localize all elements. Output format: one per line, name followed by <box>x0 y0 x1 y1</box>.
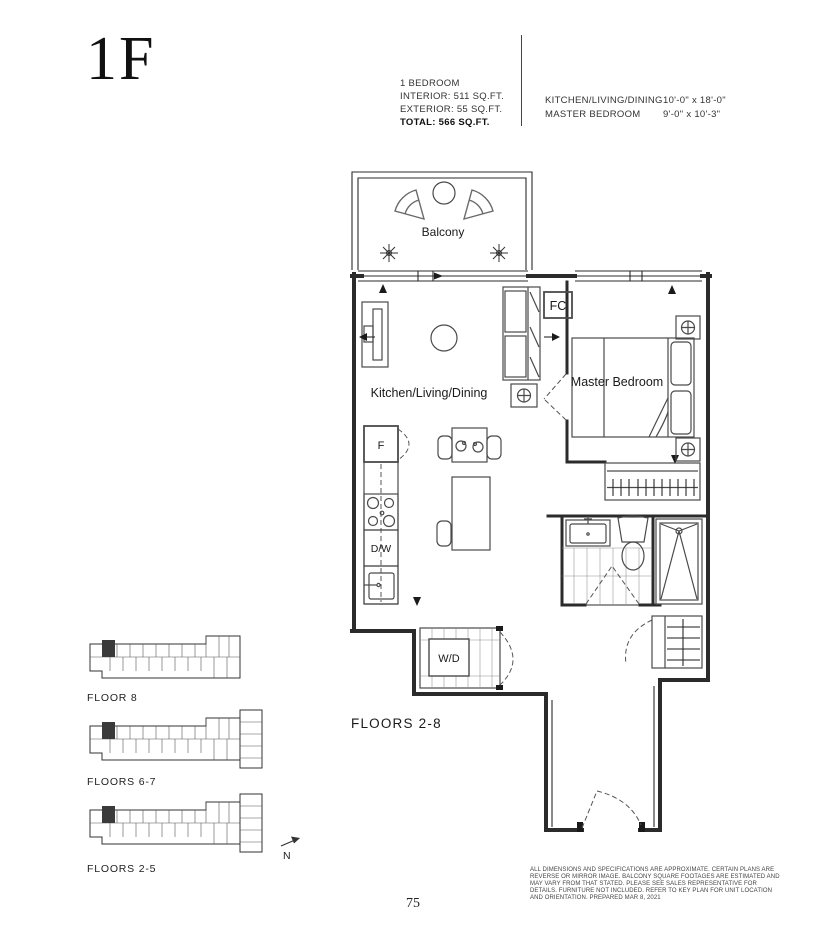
north-arrow-icon <box>281 837 300 863</box>
unit-summary <box>400 77 504 129</box>
disclaimer-line: REVERSE OR MIRROR IMAGE. BALCONY SQUARE FOOTAGES ARE ESTIMATED AND <box>530 874 780 880</box>
junction-box-icon <box>676 438 700 461</box>
closet-door-swing <box>626 620 652 664</box>
balcony-chair-icon <box>464 190 493 219</box>
fridge-label: F <box>377 440 385 452</box>
plant-icon <box>380 244 398 262</box>
unit-code: 1F <box>86 25 156 93</box>
plant-icon <box>490 244 508 262</box>
room-name: MASTER BEDROOM <box>545 109 641 120</box>
master-bedroom-label: Master Bedroom <box>570 375 664 389</box>
floor-plan <box>335 160 750 875</box>
linen-closet <box>626 616 702 668</box>
total-sqft: TOTAL: 566 SQ.FT. <box>400 117 490 128</box>
balcony <box>352 172 532 270</box>
dining-table <box>438 428 501 462</box>
fan-coil-label: FC <box>549 299 567 313</box>
disclaimer-line: AND ORIENTATION. PREPARED MAR 8, 2021 <box>530 895 661 901</box>
balcony-window <box>358 271 528 281</box>
wd-door-swing <box>500 632 513 685</box>
balcony-label: Balcony <box>421 225 465 239</box>
coffee-table <box>431 325 457 351</box>
highlighted-unit <box>102 806 115 823</box>
disclaimer-line: MAY VARY FROM THAT STATED. PLEASE SEE SALES REPRESENTATIVE FOR <box>530 881 757 887</box>
bedroom-door-swing <box>544 374 566 420</box>
kitchen-island <box>437 477 490 550</box>
sliding-door-arrow-icon <box>434 273 443 280</box>
washer-dryer-closet <box>420 626 513 690</box>
interior-walls <box>548 282 708 605</box>
highlighted-unit <box>102 722 115 739</box>
sofa <box>503 287 540 380</box>
page-number: 75 <box>406 896 420 911</box>
north-label: N <box>283 850 292 862</box>
key-plan-floors-6-7 <box>90 710 262 768</box>
kitchen-living-dining-label: Kitchen/Living/Dining <box>370 386 488 400</box>
room-dims: 10'-0" x 18'-0" <box>663 95 726 106</box>
exterior-sqft: EXTERIOR: 55 SQ.FT. <box>400 104 503 115</box>
room-row <box>545 108 726 122</box>
key-plan-label: FLOORS 6-7 <box>87 776 157 788</box>
room-dims: 9'-0" x 10'-3" <box>663 109 721 120</box>
highlighted-unit <box>102 640 115 657</box>
entry-door <box>577 791 645 832</box>
interior-sqft: INTERIOR: 511 SQ.FT. <box>400 91 505 102</box>
washer-dryer-label: W/D <box>438 653 460 665</box>
key-plan-label: FLOORS 2-5 <box>87 863 157 875</box>
bathroom-tiles <box>562 548 652 604</box>
bedroom-window <box>575 271 702 281</box>
bathroom <box>562 516 702 604</box>
bedroom-closet <box>605 463 700 500</box>
toilet <box>618 516 648 570</box>
unit-type: 1 BEDROOM <box>400 78 460 89</box>
floors-note-label: FLOORS 2-8 <box>351 716 442 731</box>
disclaimer-line: ALL DIMENSIONS AND SPECIFICATIONS ARE APPROXIMATE. CERTAIN PLANS ARE <box>530 867 775 873</box>
header-divider <box>521 35 522 126</box>
fridge <box>364 426 409 462</box>
disclaimer-line: DETAILS. FURNITURE NOT INCLUDED. REFER TO KEY PLAN FOR UNIT LOCATION <box>530 888 773 894</box>
junction-box-icon <box>676 316 700 339</box>
room-row <box>545 94 726 108</box>
bathroom-door-swing <box>586 566 639 604</box>
balcony-chair-icon <box>395 190 424 219</box>
shower <box>656 519 702 604</box>
balcony-table <box>433 182 455 204</box>
room-name: KITCHEN/LIVING/DINING <box>545 95 663 106</box>
key-plans <box>80 618 315 884</box>
room-dimensions <box>545 94 726 122</box>
key-plan-label: FLOOR 8 <box>87 692 138 704</box>
key-plan-floor-8 <box>90 636 240 678</box>
vanity-sink <box>566 516 610 546</box>
dishwasher-label: D/W <box>370 543 392 555</box>
key-plan-floors-2-5 <box>90 794 262 852</box>
junction-box-icon <box>511 384 537 407</box>
